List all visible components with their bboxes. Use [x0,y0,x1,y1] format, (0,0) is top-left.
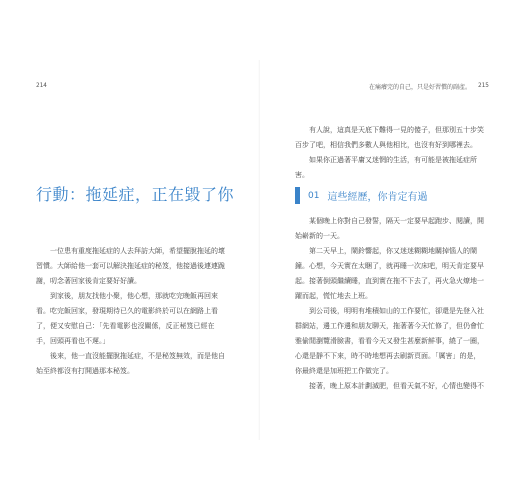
left-page-number: 214 [36,82,47,89]
left-paragraph-3: 後來，他一直沒能擺脫拖延症，不是秘笈無效，而是他自始至終都沒有打開過那本秘笈。 [36,352,225,375]
right-body-text [295,214,485,394]
right-paragraph-4: 接著，晚上原本計劃滅肥，但看天氣不好，心情也變得不 [309,382,484,390]
section-accent-bar [295,187,300,204]
chapter-title: 行動：拖延症，正在毀了你 [36,185,235,204]
right-intro-paragraph-1: 有人說，這真是天底下難得一見的傻子，但那別五十步笑百步了吧，相信我們多數人與他相比，也沒有好到哪裡去。 [295,126,484,149]
right-page-number: 215 [478,82,489,89]
left-paragraph-1: 一位患有重度拖延症的人去拜訪大師，希望擺脫拖延的壞習慣。大師給他一套可以解決拖延症的秘笈，他接過後連連跪謝，叨念著回家後肯定要好好讀。 [36,247,225,285]
right-paragraph-3: 到公司後，明明有堆積如山的工作要忙，卻還是先登入社群網站，邊工作邊和朋友聊天，拖著著今天忙修了，但仍會忙雅偷閒瀏覽滑臉書，看看今天又發生甚麼新鮮事，繞了一圈，心還是靜不下來，時不時地想再去刷新頁面。「厲害」的是，你最終還是加班把工作做完了。 [295,307,484,375]
left-paragraph-2: 到家後，朋友找他小聚，他心想，那就吃完晚飯再回來看。吃完飯回家，發現期待已久的電影終於可以在網路上看了，便又安慰自己：「先看電影也沒關係，反正秘笈已經在手，回頭再看也不遲。」 [36,292,218,345]
right-intro-text [295,123,485,183]
right-paragraph-2: 第二天早上，鬧鈴響起，你又迷迷糊糊地關掉惱人的鬧鐘。心想，今天實在太睏了，就再睡一次床吧，明天肯定要早起。接著倒頭繼續睡，直到實在拖不下去了，再火急火燎地一躍而起，慌忙地去上班。 [295,247,484,300]
right-paragraph-1: 某個晚上你對自己發誓，隔天一定要早起跑步、閱讀，開始嶄新的一天。 [295,217,484,240]
running-header: 在痛癢完的自己，只是好習慣的副產。 [369,84,472,91]
section-number: 01 [308,190,320,201]
section-title: 這些經歷，你肯定有過 [327,192,428,203]
section-heading [295,187,427,204]
right-intro-paragraph-2: 如果你正過著平庸又迷惘的生活，有可能是被拖延症所害。 [295,156,477,179]
left-body-text [36,244,226,379]
